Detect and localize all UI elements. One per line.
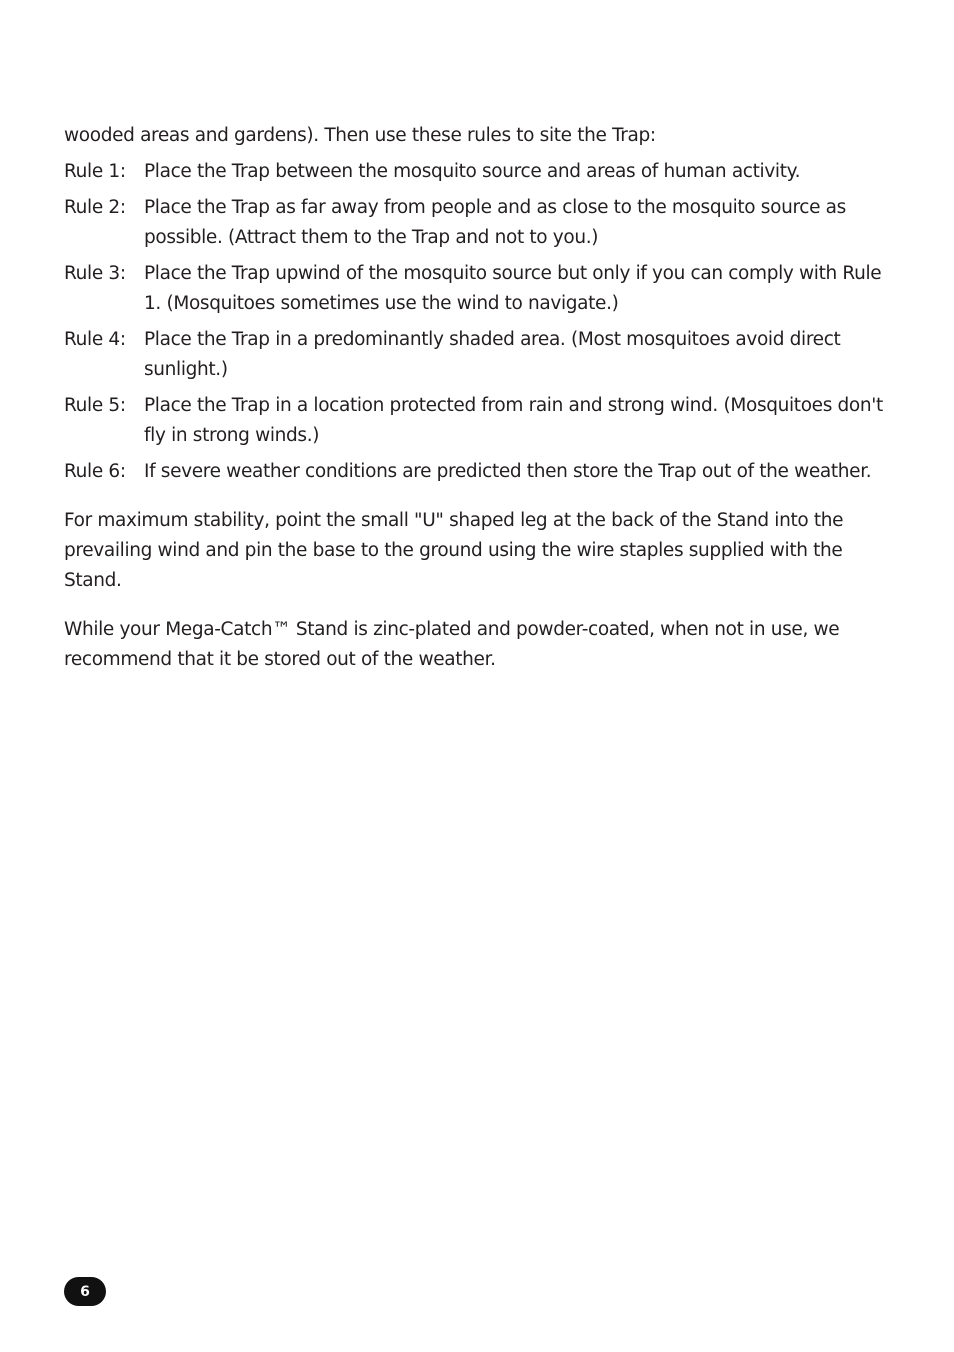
rule-label: Rule 1: — [64, 161, 126, 182]
rule-item-4 — [64, 325, 894, 385]
page-content — [64, 121, 894, 675]
storage-paragraph: While your Mega-Catch™ Stand is zinc-plated and powder-coated, when not in use, we recommend that it be stored out of the weather. — [64, 619, 840, 670]
rule-text: Place the Trap as far away from people and as close to the mosquito source as possible. (Attract them to the Trap and not to you.) — [144, 197, 846, 248]
rule-label: Rule 4: — [64, 329, 126, 350]
rule-text: Place the Trap in a location protected from rain and strong wind. (Mosquitoes don't fly in strong winds.) — [144, 395, 883, 446]
rule-label: Rule 6: — [64, 461, 126, 482]
rule-text: Place the Trap upwind of the mosquito source but only if you can comply with Rule 1. (Mosquitoes sometimes use the wind to navigate.) — [144, 263, 882, 314]
rule-item-6 — [64, 457, 894, 487]
rule-text: If severe weather conditions are predicted then store the Trap out of the weather. — [144, 461, 872, 482]
intro-text: wooded areas and gardens). Then use these rules to site the Trap: — [64, 125, 656, 146]
rule-item-1 — [64, 157, 894, 187]
rule-label: Rule 3: — [64, 263, 126, 284]
rule-text: Place the Trap in a predominantly shaded area. (Most mosquitoes avoid direct sunlight.) — [144, 329, 841, 380]
rule-item-3 — [64, 259, 894, 319]
rule-label: Rule 2: — [64, 197, 126, 218]
rule-item-2 — [64, 193, 894, 253]
rule-text: Place the Trap between the mosquito source and areas of human activity. — [144, 161, 801, 182]
rules-list — [64, 157, 894, 487]
rule-label: Rule 5: — [64, 395, 126, 416]
stability-paragraph: For maximum stability, point the small "U" shaped leg at the back of the Stand into the prevailing wind and pin the base to the ground using the wire staples supplied with the Stand. — [64, 510, 844, 591]
rule-item-5 — [64, 391, 894, 451]
page-number-badge: 6 — [64, 1277, 106, 1306]
